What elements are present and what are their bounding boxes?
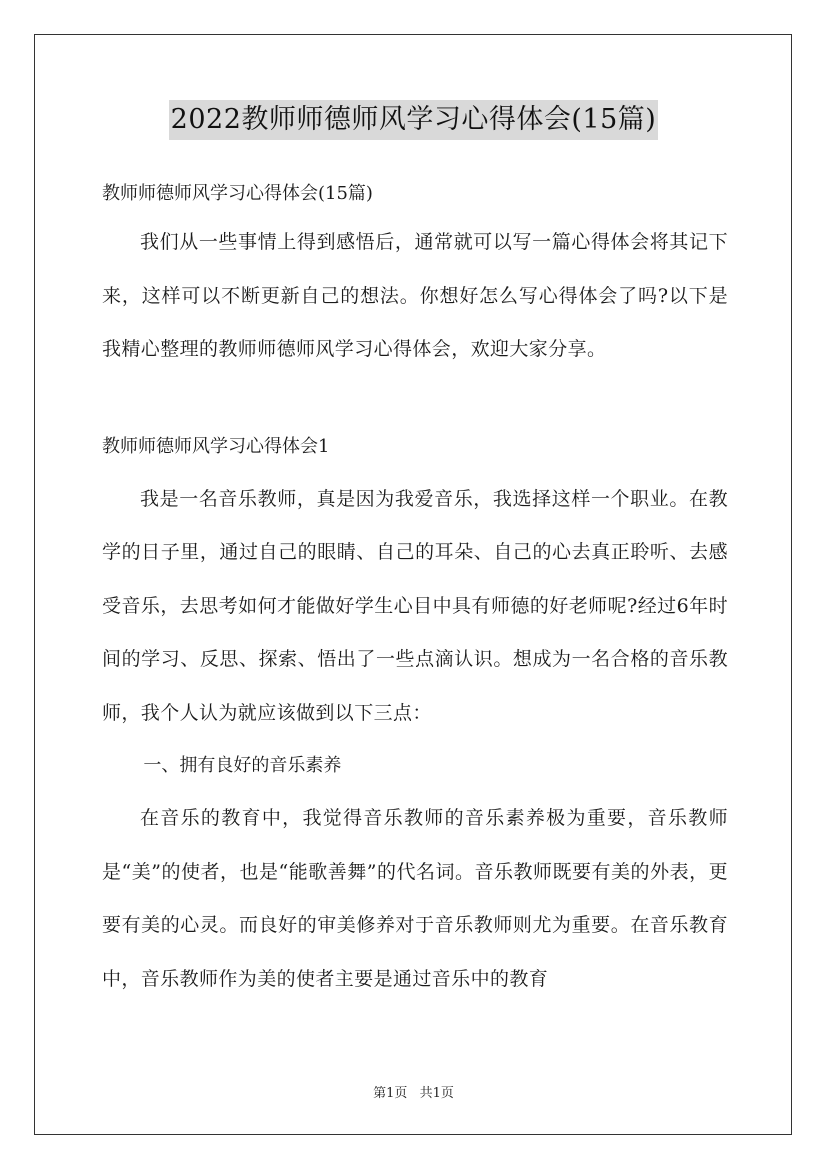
document-title: 2022教师师德师风学习心得体会(15篇) <box>169 100 659 140</box>
section-1-paragraph-2: 在音乐的教育中，我觉得音乐教师的音乐素养极为重要，音乐教师是“美”的使者，也是“能歌善舞”的代名词。音乐教师既要有美的外表，更要有美的心灵。而良好的审美修养对于音乐教师则尤为重要。在音乐教育中，音乐教师作为美的使者主要是通过音乐中的教育 <box>102 807 728 990</box>
section-1-paragraph-1: 我是一名音乐教师，真是因为我爱音乐，我选择这样一个职业。在教学的日子里，通过自己的眼睛、自己的耳朵、自己的心去真正聆听、去感受音乐，去思考如何才能做好学生心目中具有师德的好老师呢?经过6年时间的学习、反思、探索、悟出了一些点滴认识。想成为一名合格的音乐教师，我个人认为就应该做到以下三点： <box>102 487 728 724</box>
title-container <box>0 100 827 140</box>
heading-1: 一、拥有良好的音乐素养 <box>143 755 342 776</box>
page-number: 第1页 <box>373 1086 408 1101</box>
document-body <box>102 172 728 1006</box>
page-total: 共1页 <box>419 1086 454 1101</box>
section-1-title: 教师师德师风学习心得体会1 <box>102 435 330 457</box>
page-footer <box>0 1082 827 1101</box>
section-spacer <box>102 377 728 421</box>
intro-paragraph: 我们从一些事情上得到感悟后，通常就可以写一篇心得体会将其记下来，这样可以不断更新自己的想法。你想好怎么写心得体会了吗?以下是我精心整理的教师师德师风学习心得体会，欢迎大家分享。 <box>102 231 728 360</box>
document-subtitle: 教师师德师风学习心得体会(15篇) <box>102 183 373 204</box>
